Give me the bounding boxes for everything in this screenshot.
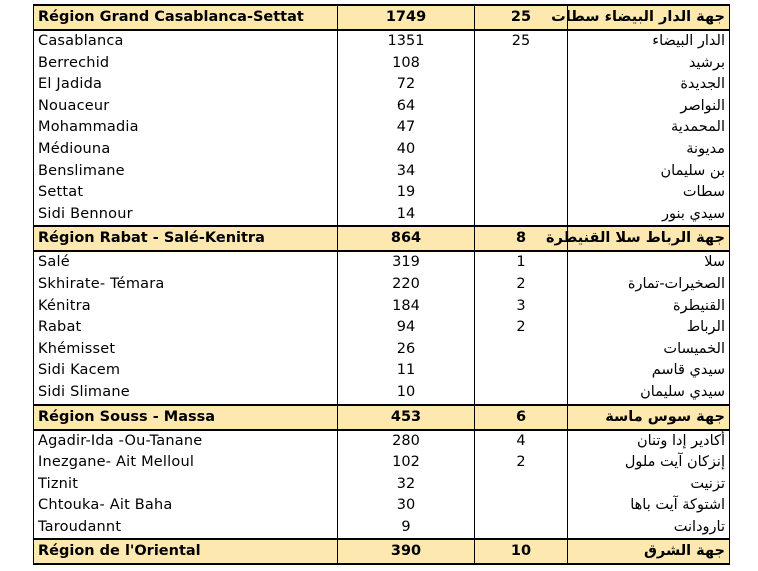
region-row [34, 539, 730, 564]
city-row [34, 452, 730, 474]
cases-cell: 26 [338, 339, 475, 361]
city-row [34, 139, 730, 161]
name-fr-cell: Agadir-Ida -Ou-Tanane [34, 430, 338, 453]
name-fr-cell: Rabat [34, 317, 338, 339]
cases-cell: 40 [338, 139, 475, 161]
name-ar-cell: سطات [568, 182, 730, 204]
city-row [34, 517, 730, 540]
deaths-cell [475, 495, 568, 517]
city-row [34, 495, 730, 517]
name-fr-cell: Région de l'Oriental [34, 539, 338, 564]
deaths-cell: 2 [475, 452, 568, 474]
name-fr-cell: Benslimane [34, 161, 338, 183]
name-ar-cell: المحمدية [568, 117, 730, 139]
name-fr-cell: Khémisset [34, 339, 338, 361]
cases-cell: 1749 [338, 5, 475, 30]
city-row [34, 204, 730, 227]
city-row [34, 474, 730, 496]
name-fr-cell: Taroudannt [34, 517, 338, 540]
deaths-cell [475, 74, 568, 96]
name-ar-cell: مديونة [568, 139, 730, 161]
city-row [34, 430, 730, 453]
city-row [34, 117, 730, 139]
deaths-cell: 4 [475, 430, 568, 453]
name-ar-cell: سيدي بنور [568, 204, 730, 227]
cases-cell: 30 [338, 495, 475, 517]
deaths-cell: 6 [475, 405, 568, 430]
city-row [34, 30, 730, 53]
name-ar-cell: سيدي سليمان [568, 382, 730, 405]
city-row [34, 274, 730, 296]
cases-cell: 72 [338, 74, 475, 96]
city-row [34, 53, 730, 75]
cases-cell: 64 [338, 96, 475, 118]
deaths-cell [475, 96, 568, 118]
table-body [34, 5, 730, 564]
name-ar-cell: جهة سوس ماسة [568, 405, 730, 430]
deaths-cell: 10 [475, 539, 568, 564]
name-fr-cell: Région Rabat - Salé-Kenitra [34, 226, 338, 251]
name-fr-cell: Chtouka- Ait Baha [34, 495, 338, 517]
city-row [34, 317, 730, 339]
name-fr-cell: El Jadida [34, 74, 338, 96]
deaths-cell [475, 360, 568, 382]
city-row [34, 74, 730, 96]
region-row [34, 5, 730, 30]
name-ar-cell: تارودانت [568, 517, 730, 540]
deaths-cell: 2 [475, 274, 568, 296]
region-row [34, 226, 730, 251]
name-ar-cell: الدار البيضاء [568, 30, 730, 53]
cases-cell: 32 [338, 474, 475, 496]
name-ar-cell: تزنيت [568, 474, 730, 496]
name-fr-cell: Sidi Kacem [34, 360, 338, 382]
cases-cell: 390 [338, 539, 475, 564]
deaths-cell [475, 339, 568, 361]
cases-cell: 47 [338, 117, 475, 139]
cases-cell: 19 [338, 182, 475, 204]
cases-cell: 34 [338, 161, 475, 183]
name-fr-cell: Tiznit [34, 474, 338, 496]
name-ar-cell: بن سليمان [568, 161, 730, 183]
cases-cell: 11 [338, 360, 475, 382]
name-ar-cell: الرباط [568, 317, 730, 339]
name-fr-cell: Skhirate- Témara [34, 274, 338, 296]
cases-cell: 14 [338, 204, 475, 227]
deaths-cell [475, 117, 568, 139]
name-fr-cell: Inezgane- Ait Melloul [34, 452, 338, 474]
city-row [34, 251, 730, 274]
region-row [34, 405, 730, 430]
name-fr-cell: Médiouna [34, 139, 338, 161]
name-ar-cell: القنيطرة [568, 296, 730, 318]
deaths-cell: 3 [475, 296, 568, 318]
name-ar-cell: جهة الدار البيضاء سطات [568, 5, 730, 30]
cases-cell: 453 [338, 405, 475, 430]
name-fr-cell: Nouaceur [34, 96, 338, 118]
cases-cell: 108 [338, 53, 475, 75]
city-row [34, 339, 730, 361]
deaths-cell: 8 [475, 226, 568, 251]
city-row [34, 161, 730, 183]
city-row [34, 382, 730, 405]
deaths-cell [475, 474, 568, 496]
name-fr-cell: Casablanca [34, 30, 338, 53]
name-ar-cell: الخميسات [568, 339, 730, 361]
deaths-cell [475, 204, 568, 227]
deaths-cell [475, 161, 568, 183]
name-ar-cell: إنزكان آيت ملول [568, 452, 730, 474]
name-ar-cell: الجديدة [568, 74, 730, 96]
city-row [34, 360, 730, 382]
name-fr-cell: Sidi Bennour [34, 204, 338, 227]
region-stats-table [33, 4, 730, 565]
city-row [34, 96, 730, 118]
name-fr-cell: Settat [34, 182, 338, 204]
name-fr-cell: Sidi Slimane [34, 382, 338, 405]
name-fr-cell: Berrechid [34, 53, 338, 75]
cases-cell: 9 [338, 517, 475, 540]
deaths-cell: 2 [475, 317, 568, 339]
cases-cell: 1351 [338, 30, 475, 53]
deaths-cell [475, 53, 568, 75]
name-ar-cell: سيدي قاسم [568, 360, 730, 382]
cases-cell: 280 [338, 430, 475, 453]
name-ar-cell: برشيد [568, 53, 730, 75]
cases-cell: 94 [338, 317, 475, 339]
deaths-cell [475, 139, 568, 161]
cases-cell: 220 [338, 274, 475, 296]
cases-cell: 184 [338, 296, 475, 318]
city-row [34, 296, 730, 318]
cases-cell: 102 [338, 452, 475, 474]
name-fr-cell: Région Souss - Massa [34, 405, 338, 430]
name-fr-cell: Région Grand Casablanca-Settat [34, 5, 338, 30]
name-ar-cell: سلا [568, 251, 730, 274]
name-fr-cell: Kénitra [34, 296, 338, 318]
deaths-cell [475, 382, 568, 405]
city-row [34, 182, 730, 204]
name-fr-cell: Salé [34, 251, 338, 274]
name-ar-cell: الصخيرات-تمارة [568, 274, 730, 296]
deaths-cell: 1 [475, 251, 568, 274]
deaths-cell [475, 182, 568, 204]
name-ar-cell: النواصر [568, 96, 730, 118]
deaths-cell: 25 [475, 30, 568, 53]
cases-cell: 319 [338, 251, 475, 274]
name-ar-cell: اشتوكة آيت باها [568, 495, 730, 517]
cases-cell: 10 [338, 382, 475, 405]
name-fr-cell: Mohammadia [34, 117, 338, 139]
cases-cell: 864 [338, 226, 475, 251]
deaths-cell [475, 517, 568, 540]
name-ar-cell: أكادير إدا وتنان [568, 430, 730, 453]
name-ar-cell: جهة الشرق [568, 539, 730, 564]
name-ar-cell: جهة الرباط سلا القنيطرة [568, 226, 730, 251]
deaths-cell: 25 [475, 5, 568, 30]
